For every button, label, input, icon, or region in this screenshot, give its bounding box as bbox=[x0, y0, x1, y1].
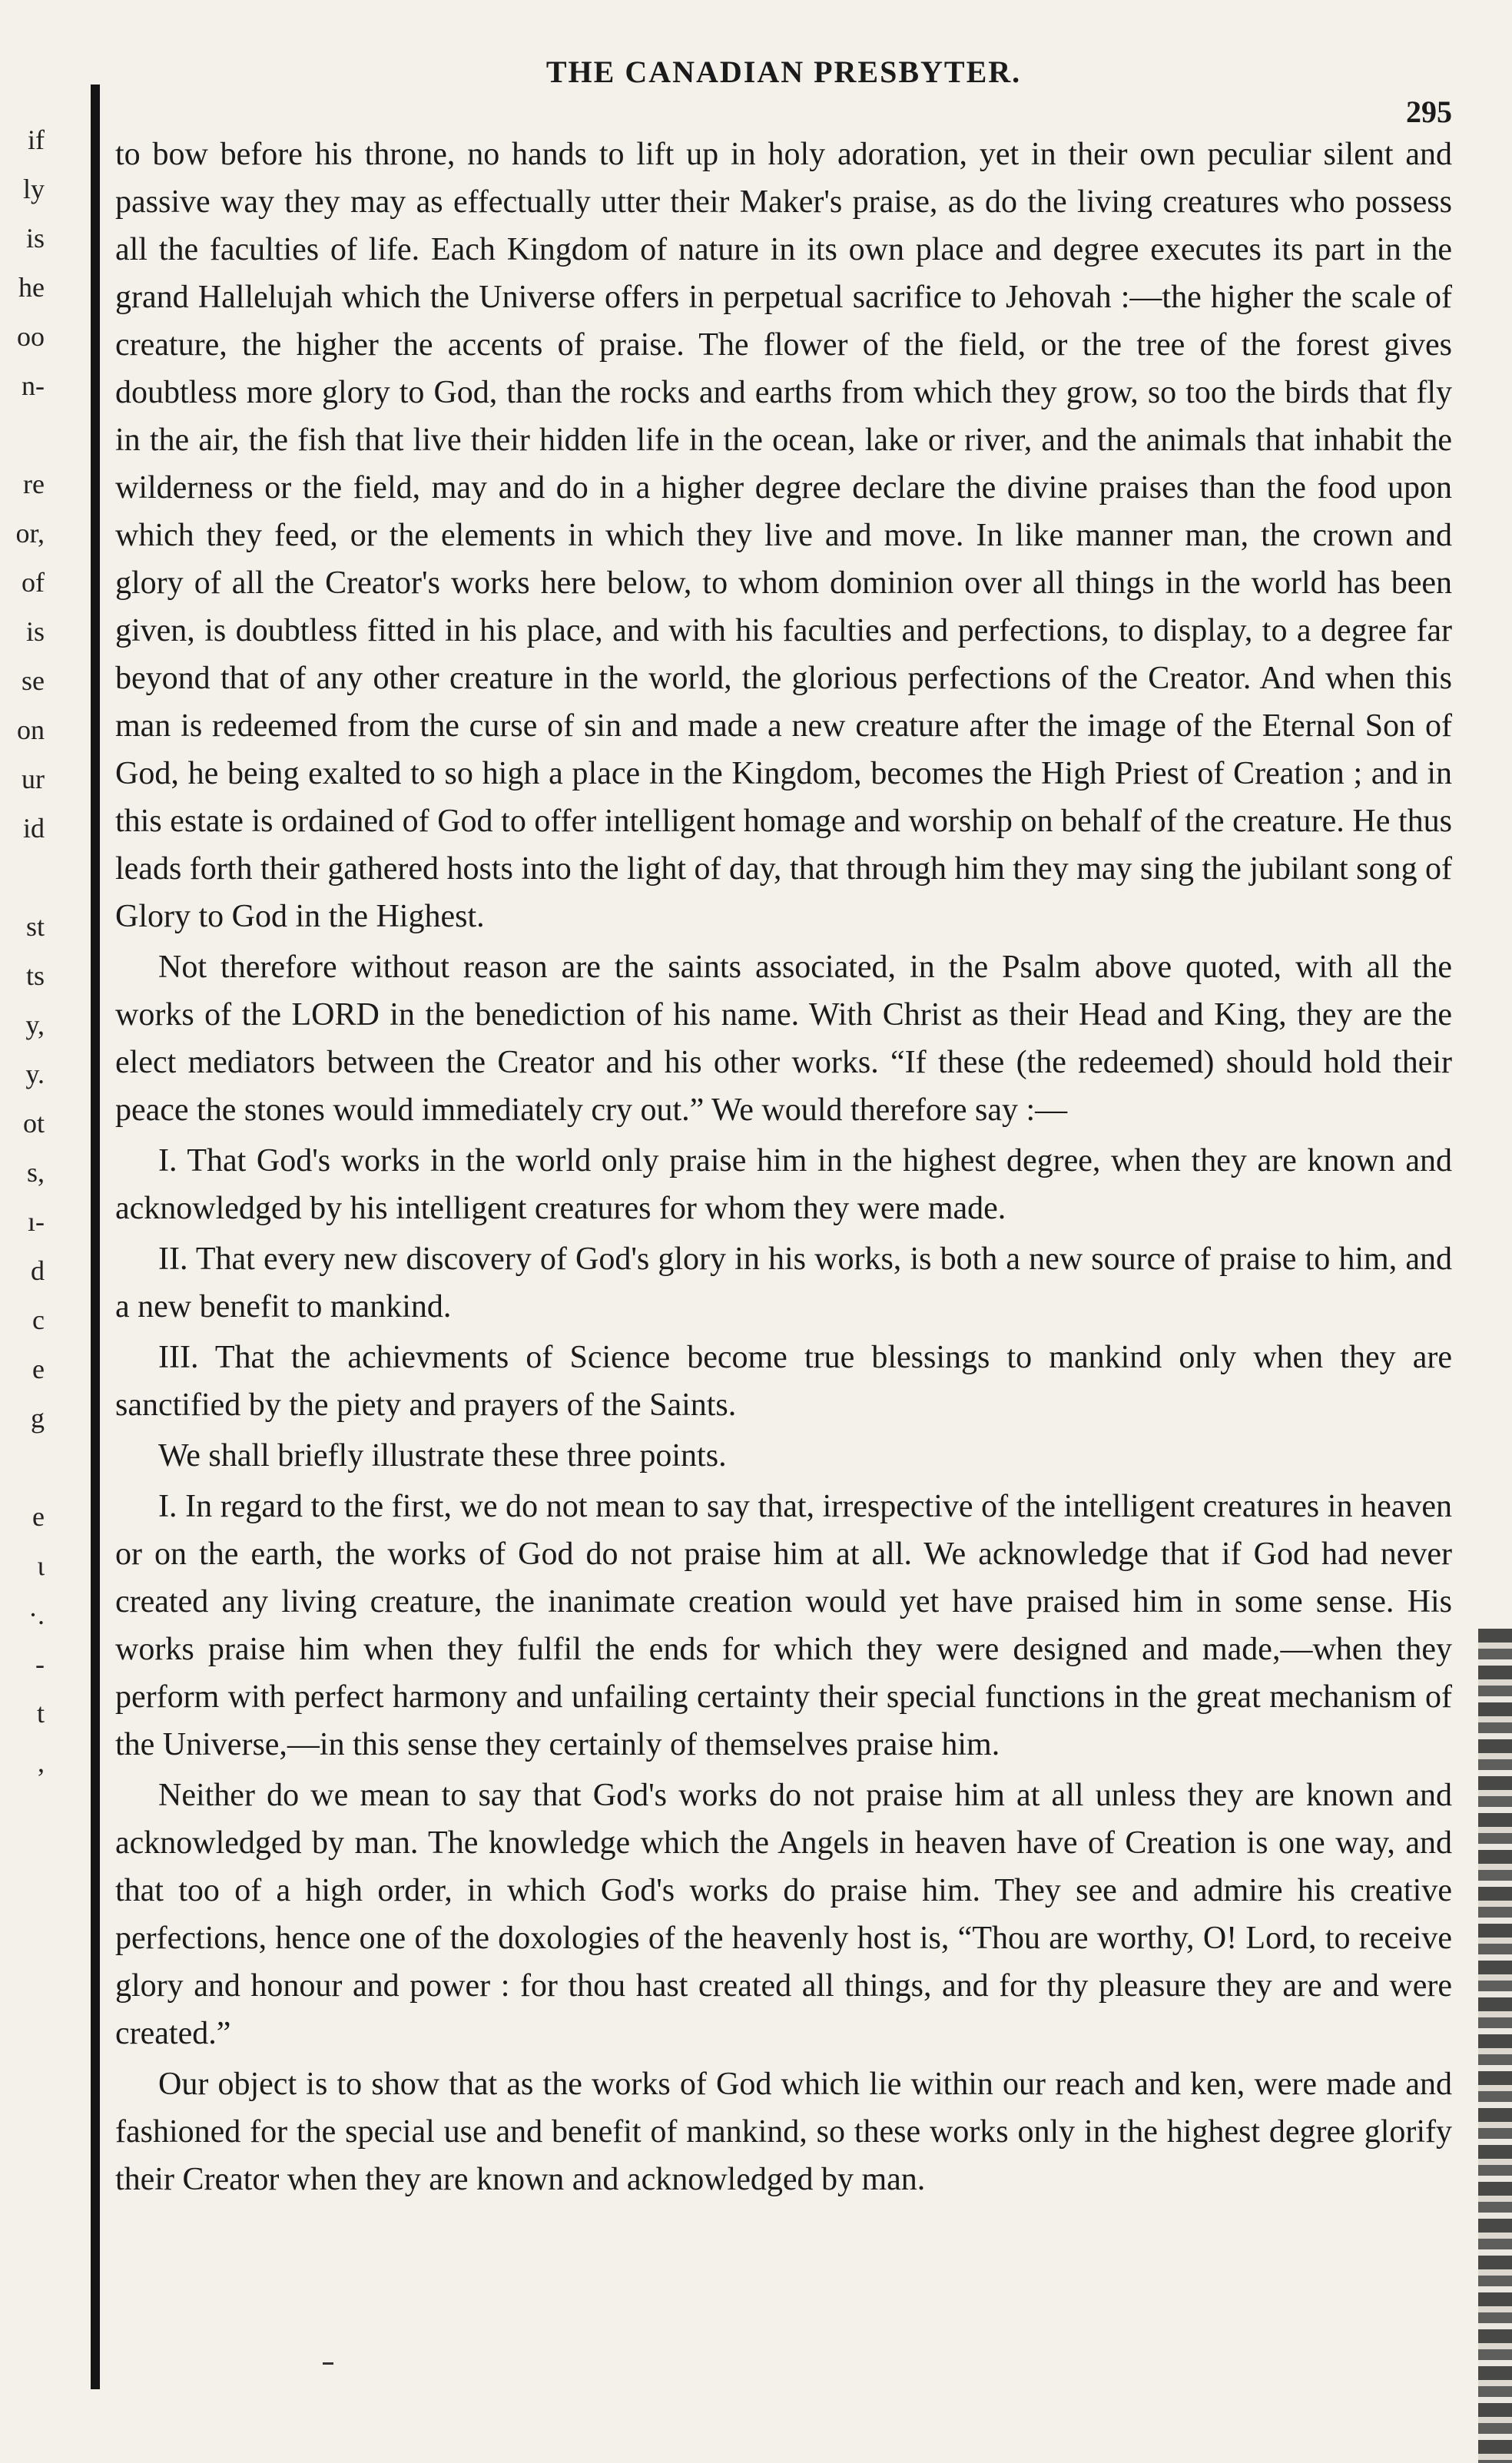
margin-fragment bbox=[0, 1443, 45, 1492]
margin-fragment: of bbox=[22, 567, 45, 598]
running-title: THE CANADIAN PRESBYTER. bbox=[545, 55, 1022, 89]
margin-fragment: is bbox=[25, 616, 45, 647]
margin-fragment: - bbox=[35, 1649, 45, 1679]
page-edge bbox=[1478, 1629, 1512, 2463]
paragraph: I. That God's works in the world only praise him in the highest degree, when they are known and acknowledged by his intelligent creatures for whom they were made. bbox=[115, 1143, 1452, 1226]
margin-fragment: t bbox=[36, 1698, 45, 1729]
margin-fragment bbox=[0, 853, 45, 902]
margin-fragment: ·. bbox=[28, 1599, 45, 1630]
margin-fragment: y, bbox=[25, 1009, 45, 1040]
page bbox=[115, 46, 1452, 2397]
margin-fragment: if bbox=[28, 124, 45, 155]
margin-fragment: on bbox=[17, 714, 45, 745]
page-header bbox=[115, 46, 1452, 129]
margin-fragment: ts bbox=[25, 960, 45, 991]
margin-fragment: g bbox=[31, 1403, 45, 1434]
margin-fragment: y. bbox=[25, 1059, 45, 1089]
article-body bbox=[115, 131, 1452, 2203]
margin-fragment: id bbox=[22, 813, 45, 844]
paragraph: We shall briefly illustrate these three points. bbox=[158, 1438, 727, 1473]
paragraph: III. That the achievments of Science become true blessings to mankind only when they are sanctified by the piety and prayers of the Saints. bbox=[115, 1340, 1452, 1423]
margin-fragment: re bbox=[23, 469, 45, 499]
margin-fragment: n- bbox=[22, 370, 45, 401]
paragraph: Neither do we mean to say that God's works do not praise him at all unless they are known and acknowledged by man. The knowledge which the Angels in heaven have of Creation is one way, and that too of a high order, in which God's works do praise him. They see and admire his creative perfections, hence one of the doxologies of the heavenly host is, “Thou are worthy, O! Lord, to receive glory and honour and power : for thou hast created all things, and for thy pleasure they are and were created.” bbox=[115, 1778, 1452, 2051]
margin-fragments bbox=[0, 115, 45, 1787]
binding-line bbox=[91, 85, 100, 2389]
paragraph: Our object is to show that as the works of God which lie within our reach and ken, were made and fashioned for the special use and benefit of mankind, so these works only in the highest degree glorify their Creator when they are known and acknowledged by man. bbox=[115, 2067, 1452, 2197]
margin-fragment: e bbox=[32, 1354, 45, 1384]
margin-fragment: or, bbox=[15, 518, 45, 549]
margin-fragment bbox=[0, 410, 45, 459]
end-mark bbox=[323, 2362, 333, 2365]
margin-fragment: oo bbox=[17, 321, 45, 352]
margin-fragment: is bbox=[25, 223, 45, 254]
margin-fragment: ot bbox=[22, 1108, 45, 1139]
margin-fragment: d bbox=[31, 1255, 45, 1286]
margin-fragment: st bbox=[25, 911, 45, 942]
margin-fragment: s, bbox=[26, 1157, 45, 1188]
margin-fragment: , bbox=[38, 1747, 45, 1778]
page-number: 295 bbox=[1406, 94, 1452, 129]
paragraph: II. That every new discovery of God's glory in his works, is both a new source of praise to him, and a new benefit to mankind. bbox=[115, 1241, 1452, 1324]
paragraph: Not therefore without reason are the saints associated, in the Psalm above quoted, with all the works of the LORD in the benediction of his name. With Christ as their Head and King, they are the elect mediators between the Creator and his other works. “If these (the redeemed) should hold their peace the stones would immediately cry out.” We would therefore say :— bbox=[115, 950, 1452, 1128]
margin-fragment: ur bbox=[22, 764, 45, 794]
margin-fragment: ly bbox=[22, 174, 45, 204]
margin-fragment: he bbox=[18, 272, 45, 303]
paragraph: I. In regard to the first, we do not mean to say that, irrespective of the intelligent creatures in heaven or on the earth, the works of God do not praise him at all. We acknowledge that if God had never created any living creature, the inanimate creation would yet have praised him in some sense. His works praise him when they fulfil the ends for which they were designed and made,—when they perform with perfect harmony and unfailing certainty their special functions in the great mechanism of the Universe,—in this sense they certainly of themselves praise him. bbox=[115, 1489, 1452, 1762]
margin-fragment: c bbox=[32, 1304, 45, 1335]
margin-fragment: se bbox=[22, 665, 45, 696]
margin-fragment: e bbox=[32, 1501, 45, 1532]
margin-fragment: ı- bbox=[28, 1206, 45, 1237]
margin-fragment: ι bbox=[37, 1550, 45, 1581]
paragraph: to bow before his throne, no hands to lift up in holy adoration, yet in their own peculiar silent and passive way they may as effectually utter their Maker's praise, as do the living creatures who possess all the faculties of life. Each Kingdom of nature in its own place and degree executes its part in the grand Hallelujah which the Universe offers in perpetual sacrifice to Jehovah :—the higher the scale of creature, the higher the accents of praise. The flower of the field, or the tree of the forest gives doubtless more glory to God, than the rocks and earths from which they grow, so too the birds that fly in the air, the fish that live their hidden life in the ocean, lake or river, and the animals that inhabit the wilderness or the field, may and do in a higher degree declare the divine praises than the food upon which they feed, or the elements in which they live and move. In like manner man, the crown and glory of all the Creator's works here below, to whom dominion over all things in the world has been given, is doubtless fitted in his place, and with his faculties and perfections, to display, to a degree far beyond that of any other creature in the world, the glorious perfections of the Creator. And when this man is redeemed from the curse of sin and made a new creature after the image of the Eternal Son of God, he being exalted to so high a place in the Kingdom, becomes the High Priest of Creation ; and in this estate is ordained of God to offer intelligent homage and worship on behalf of the creature. He thus leads forth their gathered hosts into the light of day, that through him they may sing the jubilant song of Glory to God in the Highest. bbox=[115, 137, 1452, 934]
